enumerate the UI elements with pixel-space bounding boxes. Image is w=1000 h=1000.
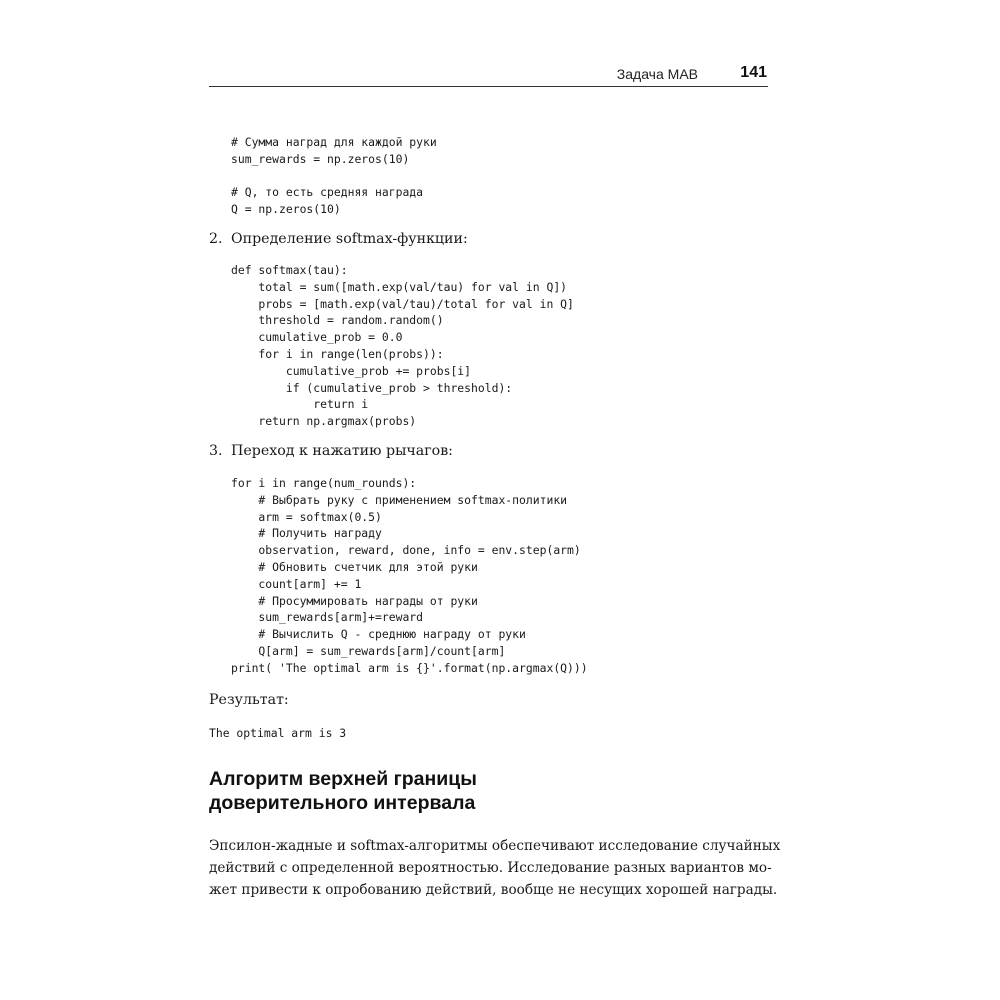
code-line: # Выбрать руку с применением softmax-политики <box>231 492 568 507</box>
step-2 <box>209 231 468 247</box>
body-line: жет привести к опробованию действий, вообще не несущих хорошей награды. <box>209 882 778 898</box>
page-header <box>209 62 768 87</box>
result-label: Результат: <box>209 692 289 708</box>
step-text: Переход к нажатию рычагов: <box>231 443 453 459</box>
code-line: if (cumulative_prob > threshold): <box>231 380 513 395</box>
code-line: cumulative_prob += probs[i] <box>231 363 472 378</box>
heading-line: доверительного интервала <box>209 792 476 814</box>
code-line: # Вычислить Q - среднюю награду от руки <box>231 627 526 642</box>
code-line: # Q, то есть средняя награда <box>231 185 424 200</box>
code-line: threshold = random.random() <box>231 313 444 328</box>
code-line: print( 'The optimal arm is {}'.format(np.argmax(Q))) <box>231 660 588 675</box>
code-line: for i in range(num_rounds): <box>231 476 417 490</box>
code-line: sum_rewards = np.zeros(10) <box>231 151 410 166</box>
code-line: # Просуммировать награды от руки <box>231 593 478 608</box>
page-number: 141 <box>740 64 767 81</box>
code-line: arm = softmax(0.5) <box>231 509 382 524</box>
code-line: cumulative_prob = 0.0 <box>231 330 403 345</box>
code-line: for i in range(len(probs)): <box>231 346 444 361</box>
running-title: Задача MAB <box>616 66 698 82</box>
code-block-loop <box>231 475 588 677</box>
result-output: The optimal arm is 3 <box>209 726 347 740</box>
code-line: Q = np.zeros(10) <box>231 202 341 217</box>
code-line: sum_rewards[arm]+=reward <box>231 610 424 625</box>
section-heading <box>209 767 477 815</box>
step-3 <box>209 443 453 459</box>
body-line: Эпсилон-жадные и softmax-алгоритмы обеспечивают исследование случайных <box>209 838 781 854</box>
code-line: count[arm] += 1 <box>231 576 362 591</box>
body-line: действий с определенной вероятностью. Исследование разных вариантов мо- <box>209 860 772 876</box>
code-line: observation, reward, done, info = env.step(arm) <box>231 543 581 558</box>
step-number: 3. <box>209 443 223 459</box>
code-line: return np.argmax(probs) <box>231 414 417 429</box>
code-block-softmax <box>231 262 574 430</box>
code-line: probs = [math.exp(val/tau)/total for val in Q] <box>231 296 574 311</box>
body-paragraph <box>209 835 781 901</box>
code-line: Q[arm] = sum_rewards[arm]/count[arm] <box>231 643 506 658</box>
code-line: def softmax(tau): <box>231 263 348 277</box>
step-text: Определение softmax-функции: <box>231 231 468 247</box>
heading-line: Алгоритм верхней границы <box>209 768 477 790</box>
code-block-init <box>231 134 437 218</box>
code-line <box>231 168 437 185</box>
code-line: total = sum([math.exp(val/tau) for val in Q]) <box>231 279 568 294</box>
code-line: return i <box>231 397 369 412</box>
code-line: # Обновить счетчик для этой руки <box>231 559 478 574</box>
step-number: 2. <box>209 231 223 247</box>
code-line: # Получить награду <box>231 526 382 541</box>
code-line: # Сумма наград для каждой руки <box>231 135 437 149</box>
